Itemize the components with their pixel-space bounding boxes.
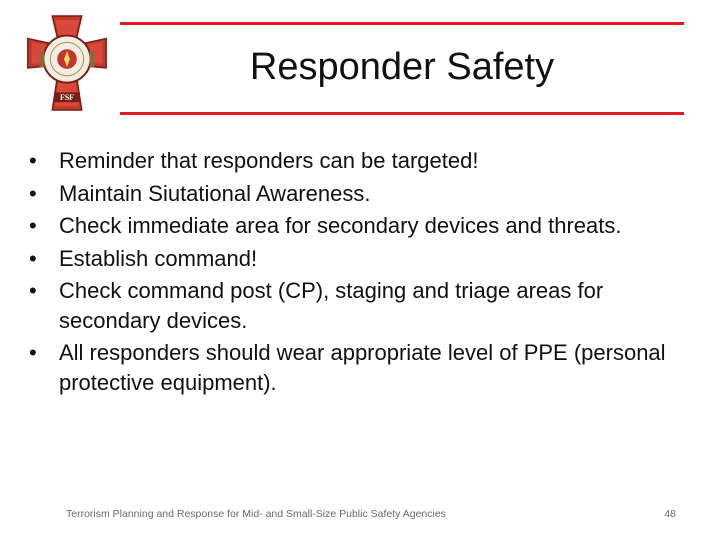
bullet-item [28, 211, 692, 241]
bullet-icon: • [29, 245, 37, 271]
firefighter-cross-icon [18, 14, 116, 112]
bullet-text: All responders should wear appropriate level of PPE (personal protective equipment). [59, 340, 666, 395]
bullet-text: Maintain Siutational Awareness. [59, 180, 371, 206]
bullet-item [28, 276, 692, 335]
bullet-list [28, 146, 692, 400]
bullet-item [28, 179, 692, 209]
bullet-text: Check command post (CP), staging and triage areas for secondary devices. [59, 278, 604, 333]
bullet-icon: • [29, 340, 37, 365]
slide-footer: Terrorism Planning and Response for Mid- and Small-Size Public Safety Agencies [66, 508, 446, 520]
bullet-item [28, 146, 692, 176]
bullet-text: Reminder that responders can be targeted! [59, 148, 479, 173]
bullet-text: Establish command! [59, 245, 258, 271]
bullet-item [28, 244, 692, 274]
bullet-icon: • [29, 213, 37, 238]
title-rule-bottom [120, 112, 684, 115]
slide-title: Responder Safety [249, 46, 555, 88]
bullet-icon: • [29, 278, 37, 303]
bullet-icon: • [29, 148, 37, 173]
logo-initials: FSF [60, 93, 74, 103]
bullet-item [28, 338, 692, 397]
page-number: 48 [664, 508, 676, 520]
title-rule-top [120, 22, 684, 25]
bullet-icon: • [29, 180, 37, 206]
bullet-text: Check immediate area for secondary devices and threats. [59, 213, 622, 238]
